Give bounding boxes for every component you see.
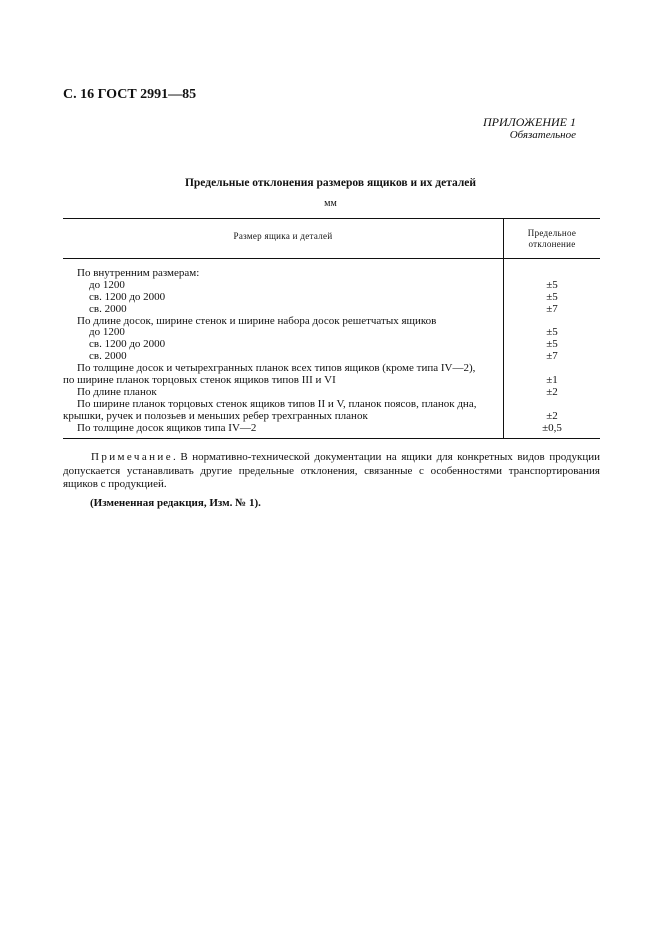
- row-value: ±7: [546, 302, 558, 315]
- column-header-deviation: [504, 228, 600, 250]
- row-value: ±5: [546, 338, 558, 351]
- row-text: св. 2000: [89, 302, 127, 315]
- revision-note: (Измененная редакция, Изм. № 1).: [90, 497, 261, 509]
- table-row: [63, 423, 600, 435]
- row-value: ±2: [546, 409, 558, 422]
- row-value: ±7: [546, 350, 558, 363]
- row-text: По внутренним размерам:: [77, 267, 200, 279]
- row-text: По ширине планок торцовых стенок ящиков типов II и V, планок поясов, планок дна,: [77, 397, 477, 410]
- table-row: [63, 304, 600, 316]
- row-value: ±1: [546, 374, 558, 387]
- row-text: св. 1200 до 2000: [89, 290, 166, 303]
- row-text: По длине досок, ширине стенок и ширине набора досок решетчатых ящиков: [77, 314, 437, 327]
- table-row: [63, 399, 600, 411]
- row-value: ±5: [546, 290, 558, 303]
- table-row: [63, 292, 600, 304]
- table-row: [63, 268, 600, 280]
- table-top-rule: [63, 218, 600, 219]
- row-text: до 1200: [89, 326, 125, 339]
- appendix-subtitle: Обязательное: [509, 129, 576, 141]
- table-row: [63, 316, 600, 328]
- page-header: С. 16 ГОСТ 2991—85: [63, 87, 197, 102]
- table-title: Предельные отклонения размеров ящиков и их деталей: [184, 177, 477, 189]
- row-text: до 1200: [89, 278, 125, 291]
- deviations-table: [63, 218, 600, 438]
- appendix-title: ПРИЛОЖЕНИЕ 1: [483, 115, 576, 129]
- table-note: [63, 451, 600, 492]
- row-text: св. 1200 до 2000: [89, 338, 166, 351]
- row-text: По толщине досок и четырехгранных планок всех типов ящиков (кроме типа IV—2),: [77, 362, 476, 375]
- table-bottom-rule: [63, 438, 600, 439]
- appendix-label: [483, 116, 576, 142]
- row-text: По толщине досок ящиков типа IV—2: [77, 421, 257, 434]
- table-body: [63, 268, 600, 434]
- row-value: ±2: [546, 385, 558, 398]
- row-text: крышки, ручек и полозьев и меньших ребер трехгранных планок: [63, 409, 368, 422]
- unit-label: мм: [324, 198, 337, 209]
- row-value: ±5: [546, 278, 558, 291]
- note-label: Примечание: [91, 451, 173, 463]
- column-header-deviation-line2: отклонение: [528, 239, 576, 249]
- note-text: . В нормативно-технической документации на ящики для конкретных видов продукции допускается устанавливать другие предельные отклонения, связанные с особенностями транспортирования ящиков с продукцией.: [63, 451, 600, 490]
- row-text: св. 2000: [89, 350, 127, 363]
- table-row: [63, 280, 600, 292]
- table-header-rule: [63, 258, 600, 259]
- row-value: ±5: [546, 326, 558, 339]
- row-value: ±0,5: [542, 421, 562, 434]
- table-row: [63, 339, 600, 351]
- row-text: по ширине планок торцовых стенок ящиков типов III и VI: [63, 374, 336, 387]
- column-header-size: Размер ящика и деталей: [233, 231, 333, 241]
- table-row: [63, 411, 600, 423]
- row-text: По длине планок: [77, 385, 157, 398]
- table-row: [63, 387, 600, 399]
- column-header-deviation-line1: Предельное: [527, 228, 577, 238]
